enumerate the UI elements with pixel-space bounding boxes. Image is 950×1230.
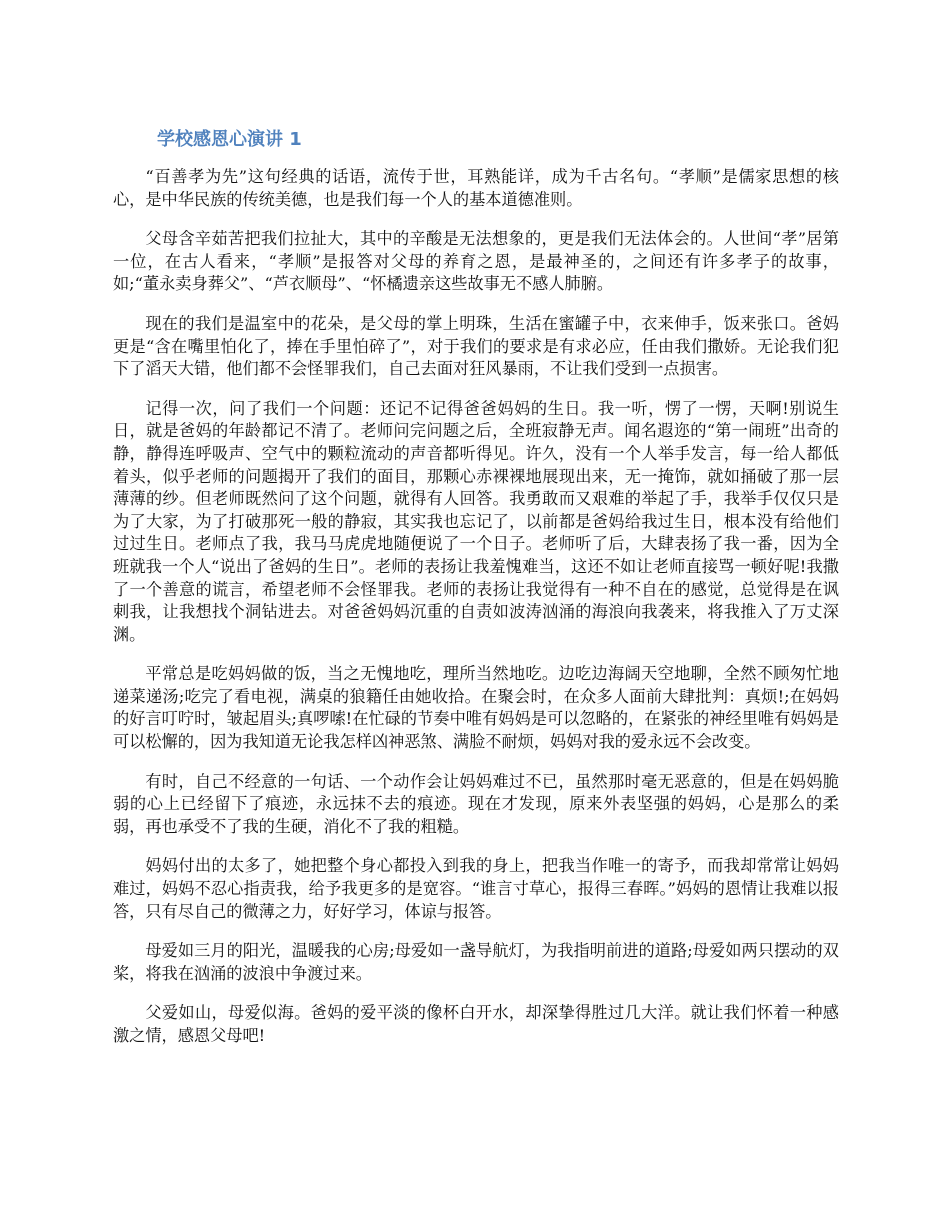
document-title: 学校感恩心演讲 1	[157, 129, 302, 150]
paragraph-9: 父爱如山，母爱似海。爸妈的爱平淡的像杯白开水，却深挚得胜过几大洋。就让我们怀着一种感激之情，感恩父母吧!	[113, 1003, 839, 1045]
paragraph-5: 平常总是吃妈妈做的饭，当之无愧地吃，理所当然地吃。边吃边海阔天空地聊，全然不顾匆忙地递菜递汤;吃完了看电视，满桌的狼籍任由她收拾。在聚会时，在众多人面前大肆批判：真烦!;在妈妈的好言叮咛时，皱起眉头;真啰嗦!在忙碌的节奏中唯有妈妈是可以忽略的，在紧张的神经里唯有妈妈是可以松懈的，因为我知道无论我怎样凶神恶煞、满脸不耐烦，妈妈对我的爱永远不会改变。	[113, 664, 839, 752]
paragraph-8: 母爱如三月的阳光，温暖我的心房;母爱如一盏导航灯，为我指明前进的道路;母爱如两只摆动的双桨，将我在汹涌的波浪中争渡过来。	[113, 941, 839, 983]
paragraph-3: 现在的我们是温室中的花朵，是父母的掌上明珠，生活在蜜罐子中，衣来伸手，饭来张口。爸妈更是“含在嘴里怕化了，捧在手里怕碎了”，对于我们的要求是有求必应，任由我们撒娇。无论我们犯下了滔天大错，他们都不会怪罪我们，自己去面对狂风暴雨，不让我们受到一点损害。	[113, 313, 839, 379]
paragraph-4: 记得一次，问了我们一个问题：还记不记得爸爸妈妈的生日。我一听，愣了一愣，天啊!别说生日，就是爸妈的年龄都记不清了。老师问完问题之后，全班寂静无声。闻名遐迩的“第一闹班”出奇的静，静得连呼吸声、空气中的颗粒流动的声音都听得见。许久，没有一个人举手发言，每一给人都低着头，似乎老师的问题揭开了我们的面目，那颗心赤裸裸地展现出来，无一掩饰，就如捅破了那一层薄薄的纱。但老师既然问了这个问题，就得有人回答。我勇敢而又艰难的举起了手，我举手仅仅只是为了大家，为了打破那死一般的静寂，其实我也忘记了，以前都是爸妈给我过生日，根本没有给他们过过生日。老师点了我，我马马虎虎地随便说了一个日子。老师听了后，大肆表扬了我一番，因为全班就我一个人“说出了爸妈的生日”。老师的表扬让我羞愧难当，这还不如让老师直接骂一顿好呢!我撒了一个善意的谎言，希望老师不会怪罪我。老师的表扬让我觉得有一种不自在的感觉，总觉得是在讽刺我，让我想找个洞钻进去。对爸爸妈妈沉重的自责如波涛汹涌的海浪向我袭来，将我推入了万丈深渊。	[113, 398, 839, 644]
paragraph-1: “百善孝为先”这句经典的话语，流传于世，耳熟能详，成为千古名句。“孝顺”是儒家思想的核心，是中华民族的传统美德，也是我们每一个人的基本道德准则。	[113, 167, 839, 209]
paragraph-6: 有时，自己不经意的一句话、一个动作会让妈妈难过不已，虽然那时毫无恶意的，但是在妈妈脆弱的心上已经留下了痕迹，永远抹不去的痕迹。现在才发现，原来外表坚强的妈妈，心是那么的柔弱，再也承受不了我的生硬，消化不了我的粗糙。	[113, 771, 839, 836]
paragraph-7: 妈妈付出的太多了，她把整个身心都投入到我的身上，把我当作唯一的寄予，而我却常常让妈妈难过，妈妈不忍心指责我，给予我更多的是宽容。“谁言寸草心，报得三春晖。”妈妈的恩情让我难以报答，只有尽自己的微薄之力，好好学习，体谅与报答。	[113, 856, 839, 921]
paragraph-2: 父母含辛茹苦把我们拉扯大，其中的辛酸是无法想象的，更是我们无法体会的。人世间“孝”居第一位，在古人看来，“孝顺”是报答对父母的养育之恩，是最神圣的，之间还有许多孝子的故事，如;“董永卖身葬父”、“芦衣顺母”、“怀橘遗亲这些故事无不感人肺腑。	[113, 229, 839, 294]
document-body	[113, 166, 839, 1065]
